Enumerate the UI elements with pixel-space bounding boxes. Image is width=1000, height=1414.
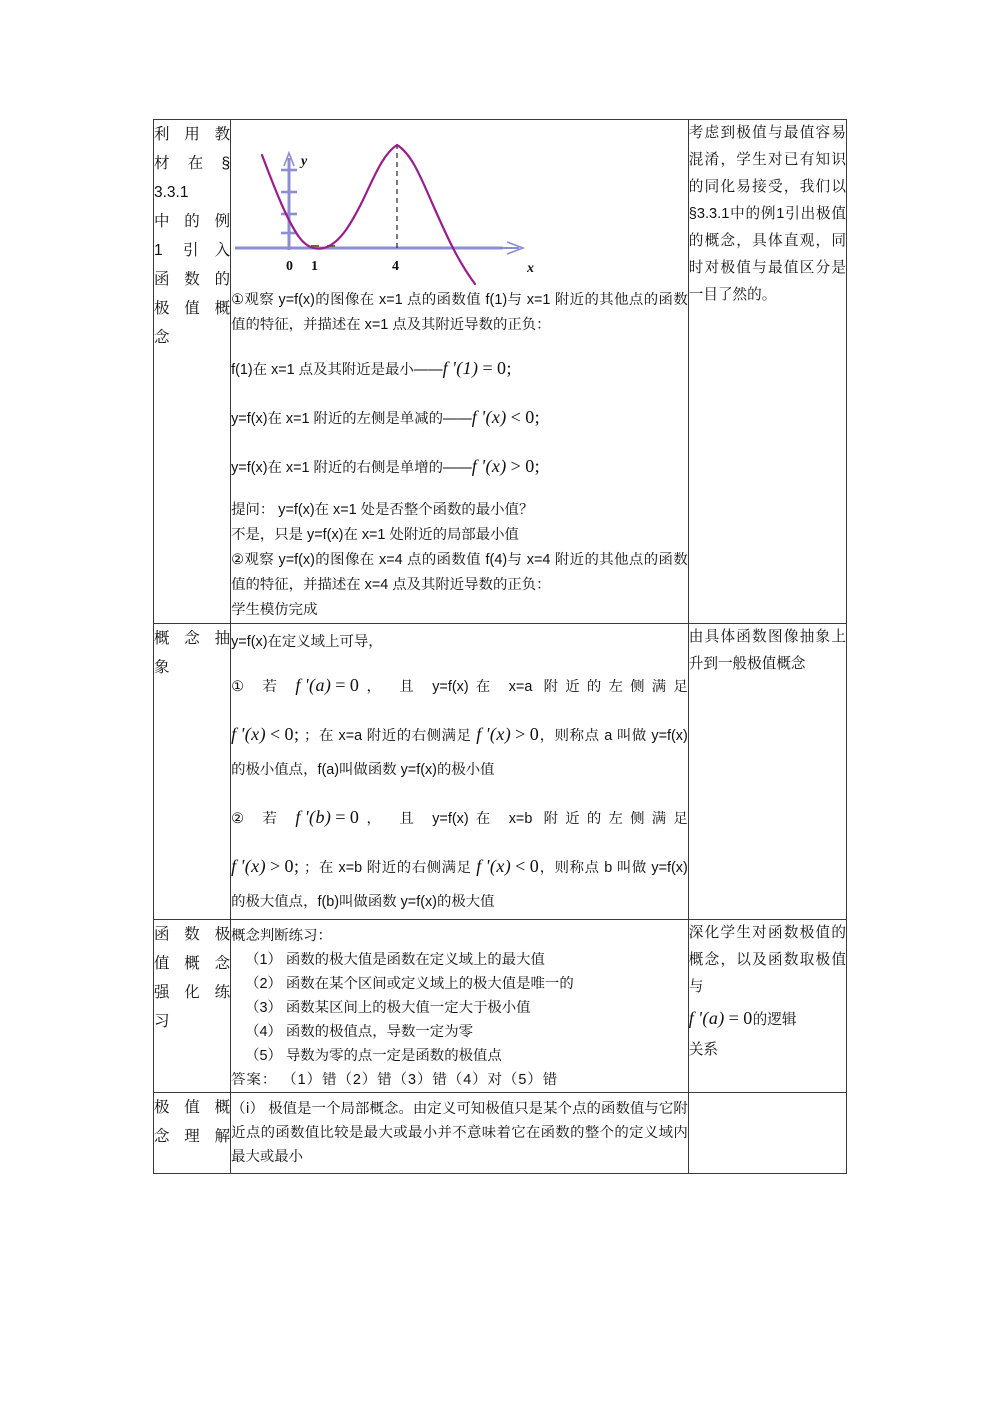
y-axis-label: y [301, 154, 308, 169]
row-main-text-1 [231, 288, 688, 623]
answer-line: 不是，只是 y=f(x)在 x=1 处附近的局部最小值 [231, 527, 519, 543]
table-row [154, 920, 847, 1093]
lesson-plan-table [153, 119, 847, 1174]
note-text-1: 考虑到极值与最值容易混淆，学生对已有知识的同化易接受，我们以§3.3.1中的例1引出极值的概念，具体直观，同时对极值与最值区分是一目了然的。 [688, 125, 846, 303]
label-line: 念理解 [154, 1128, 231, 1145]
row-label-cell-4 [154, 1093, 231, 1174]
label-line: 利用教 [154, 126, 231, 143]
label-line: 极值概 [154, 1099, 231, 1116]
row-label-4 [154, 1093, 230, 1151]
row-note-1 [689, 120, 846, 309]
row-note-cell-4 [688, 1093, 846, 1174]
row-label-2 [154, 624, 230, 682]
definition-case-1a [231, 668, 688, 704]
understanding-text: （ⅰ） 极值是一个局部概念。由定义可知极值只是某个点的函数值与它附近点的函数值比较是最大或最小并不意味着它在函数的整个的定义域内最大或最小 [231, 1101, 688, 1165]
row-main-cell-2 [231, 624, 689, 920]
case1-tail: ，则称点 a 叫做 y=f(x)的极小值点，f(a)叫做函数 y=f(x)的极小值 [231, 728, 688, 778]
note-text-3b-tail: 的逻辑 [752, 1012, 797, 1028]
row-note-3 [689, 920, 846, 1064]
list-item: （2） 函数在某个区间或定义域上的极大值是唯一的 [245, 976, 574, 992]
math-f-prime-x-lt-0-c: f '(x) < 0 [476, 856, 540, 876]
question-line: 提问： y=f(x)在 x=1 处是否整个函数的最小值？ [231, 502, 534, 518]
label-line: 念 [154, 329, 170, 346]
note-text-3b [689, 1001, 846, 1037]
math-f-prime-a-equals-0-note: f '(a) = 0 [688, 1008, 753, 1028]
graph-svg [231, 120, 674, 288]
label-line: 象 [154, 659, 170, 676]
label-line: 1 引入 [154, 242, 231, 259]
observation-1: ①观察 y=f(x)的图像在 x=1 点的函数值 f(1)与 x=1 附近的其他点的函数值的特征，并描述在 x=1 点及其附近导数的正负： [231, 292, 688, 333]
label-line: 概念抽 [154, 630, 231, 647]
formula-line-left-text: y=f(x)在 x=1 附近的左侧是单减的—— [231, 411, 472, 427]
table-row [154, 1093, 847, 1174]
label-line: 函数极 [154, 926, 231, 943]
case1-mid: ， 且 y=f(x)在 x=a 附近的左侧满足 [359, 679, 688, 695]
definition-case-2b [231, 849, 688, 919]
case1-mid2: ；在 x=a 附近的右侧满足 [303, 728, 472, 744]
label-line: 材 在 § [154, 155, 231, 172]
observation-2: ②观察 y=f(x)的图像在 x=4 点的函数值 f(4)与 x=4 附近的其他点的函数值的特征，并描述在 x=4 点及其附近导数的正负： [231, 552, 688, 593]
table-row [154, 624, 847, 920]
definition-case-2a [231, 800, 688, 836]
note-text-3c: 关系 [688, 1042, 718, 1058]
formula-line-right-text: y=f(x)在 x=1 附近的右侧是单增的—— [231, 460, 472, 476]
row-main-text-2 [231, 624, 688, 919]
function-graph-figure [231, 120, 688, 288]
x-tick-label-1: 1 [311, 259, 319, 274]
row-label-cell-3 [154, 920, 231, 1093]
label-line: 习 [154, 1013, 170, 1030]
list-item: （1） 函数的极大值是函数在定义域上的最大值 [245, 952, 545, 968]
table-row [154, 120, 847, 624]
case1-prefix: ① 若 [231, 679, 285, 695]
row-label-cell-2 [154, 624, 231, 920]
label-line: 强化练 [154, 984, 231, 1001]
math-f-prime-a-equals-0: f '(a) = 0 [295, 675, 360, 695]
label-line: 中的例 [154, 213, 231, 230]
row-main-text-4 [231, 1093, 688, 1173]
formula-line-left [231, 400, 688, 436]
math-f-prime-1-equals-0: f '(1) = 0; [442, 358, 512, 378]
math-f-prime-x-lt-0: f '(x) < 0; [471, 407, 541, 427]
label-line: 极值概 [154, 300, 231, 317]
row-label-cell-1 [154, 120, 231, 624]
practice-title: 概念判断练习： [231, 928, 332, 944]
row-main-cell-3 [231, 920, 689, 1093]
note-text-2: 由具体函数图像抽象上升到一般极值概念 [688, 629, 846, 672]
row-label-1 [154, 120, 230, 352]
practice-answer: 答案： （1）错（2）错（3）错（4）对（5）错 [231, 1072, 559, 1088]
x-tick-label-4: 4 [392, 259, 400, 274]
list-item: （3） 函数某区间上的极大值一定大于极小值 [245, 1000, 531, 1016]
row-main-text-3 [231, 920, 688, 1092]
definition-case-1b [231, 717, 688, 787]
label-line: 函数的 [154, 271, 231, 288]
case2-mid2: ；在 x=b 附近的右侧满足 [303, 860, 472, 876]
formula-line-right [231, 449, 688, 485]
row-main-cell-4 [231, 1093, 689, 1174]
math-f-prime-x-gt-0: f '(x) > 0; [471, 456, 541, 476]
list-item: （4） 函数的极值点，导数一定为零 [245, 1024, 473, 1040]
formula-line-min [231, 351, 688, 387]
formula-line-min-text: f(1)在 x=1 点及其附近是最小—— [231, 362, 443, 378]
note-text-3a: 深化学生对函数极值的概念，以及函数取极值与 [688, 925, 846, 995]
row-note-cell-2 [688, 624, 846, 920]
row-label-3 [154, 920, 230, 1036]
row-note-2 [689, 624, 846, 678]
case2-tail: ，则称点 b 叫做 y=f(x)的极大值点，f(b)叫做函数 y=f(x)的极大值 [231, 860, 688, 910]
math-f-prime-b-equals-0: f '(b) = 0 [295, 807, 360, 827]
origin-label: 0 [286, 259, 294, 274]
row-note-cell-1 [688, 120, 846, 624]
math-f-prime-x-gt-0-c: f '(x) > 0; [231, 856, 300, 876]
premise-line: y=f(x)在定义域上可导， [231, 634, 383, 650]
practice-item-list [231, 948, 688, 1068]
list-item: （5） 导数为零的点一定是函数的极值点 [245, 1048, 502, 1064]
x-axis-label: x [527, 261, 535, 276]
math-f-prime-x-lt-0-b: f '(x) < 0; [231, 724, 300, 744]
label-line: 3.3.1 [154, 184, 189, 201]
label-line: 值概念 [154, 955, 231, 972]
case2-mid: ， 且 y=f(x)在 x=b 附近的左侧满足 [359, 811, 688, 827]
row-note-cell-3 [688, 920, 846, 1093]
case2-prefix: ② 若 [231, 811, 285, 827]
student-task: 学生模仿完成 [231, 602, 318, 618]
math-f-prime-x-gt-0-b: f '(x) > 0 [476, 724, 540, 744]
row-main-cell-1 [231, 120, 689, 624]
